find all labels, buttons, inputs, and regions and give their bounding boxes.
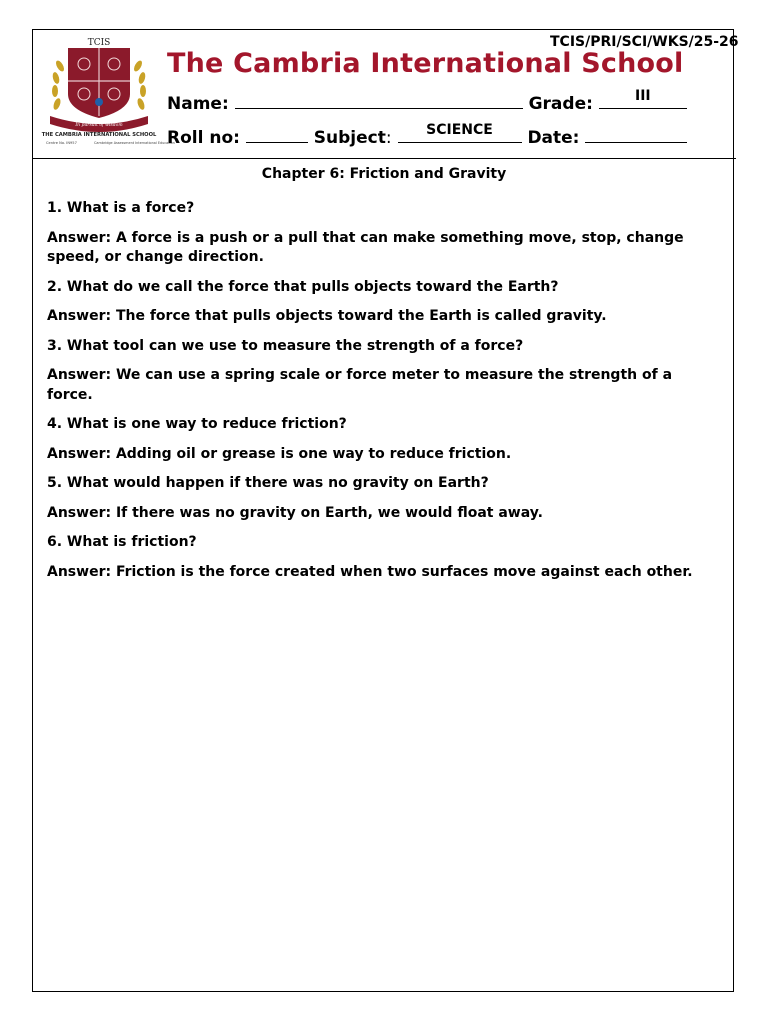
answer-1: Answer: A force is a push or a pull that can make something move, stop, change speed, or change direction. [47, 229, 684, 265]
roll-field[interactable] [246, 128, 308, 143]
subject-label: Subject [313, 128, 386, 148]
question-4: 4. What is one way to reduce friction? [47, 416, 347, 432]
school-logo [41, 36, 175, 148]
subject-colon: : [385, 128, 392, 148]
subject-field[interactable] [398, 122, 522, 143]
question-6: 6. What is friction? [47, 534, 197, 550]
question-answer-list [47, 199, 719, 592]
logo-top-text: TCIS [87, 38, 111, 48]
logo-centre-text: Centre No. IN957 [46, 141, 77, 145]
roll-subject-date-row [167, 122, 687, 148]
grade-label: Grade: [528, 94, 593, 114]
roll-label: Roll no: [167, 128, 240, 148]
document-code: TCIS/PRI/SCI/WKS/25-26 [550, 34, 739, 50]
header-divider [32, 158, 736, 159]
logo-bottom-text: THE CAMBRIA INTERNATIONAL SCHOOL [41, 132, 157, 138]
question-1: 1. What is a force? [47, 200, 195, 216]
answer-6: Answer: Friction is the force created when two surfaces move against each other. [47, 563, 693, 580]
name-grade-row [167, 88, 687, 114]
question-3: 3. What tool can we use to measure the strength of a force? [47, 337, 524, 354]
school-name: The Cambria International School [167, 48, 684, 79]
grade-value: III [635, 88, 651, 104]
grade-field[interactable] [599, 88, 687, 109]
date-field[interactable] [585, 128, 687, 143]
logo-ribbon-text: In pursuit of wisdom [75, 123, 123, 128]
answer-4: Answer: Adding oil or grease is one way to reduce friction. [47, 445, 512, 462]
chapter-title: Chapter 6: Friction and Gravity [261, 166, 507, 182]
date-label: Date: [527, 128, 580, 148]
subject-value: SCIENCE [426, 122, 493, 138]
name-label: Name: [167, 94, 229, 114]
answer-5: Answer: If there was no gravity on Earth, we would float away. [47, 504, 543, 521]
question-2: 2. What do we call the force that pulls objects toward the Earth? [47, 278, 559, 295]
question-5: 5. What would happen if there was no gravity on Earth? [47, 475, 489, 491]
logo-cambridge-text: Cambridge Assessment International Education [94, 141, 175, 145]
answer-3: Answer: We can use a spring scale or force meter to measure the strength of a force. [47, 367, 673, 403]
name-field[interactable] [235, 94, 523, 109]
answer-2: Answer: The force that pulls objects toward the Earth is called gravity. [47, 308, 607, 324]
